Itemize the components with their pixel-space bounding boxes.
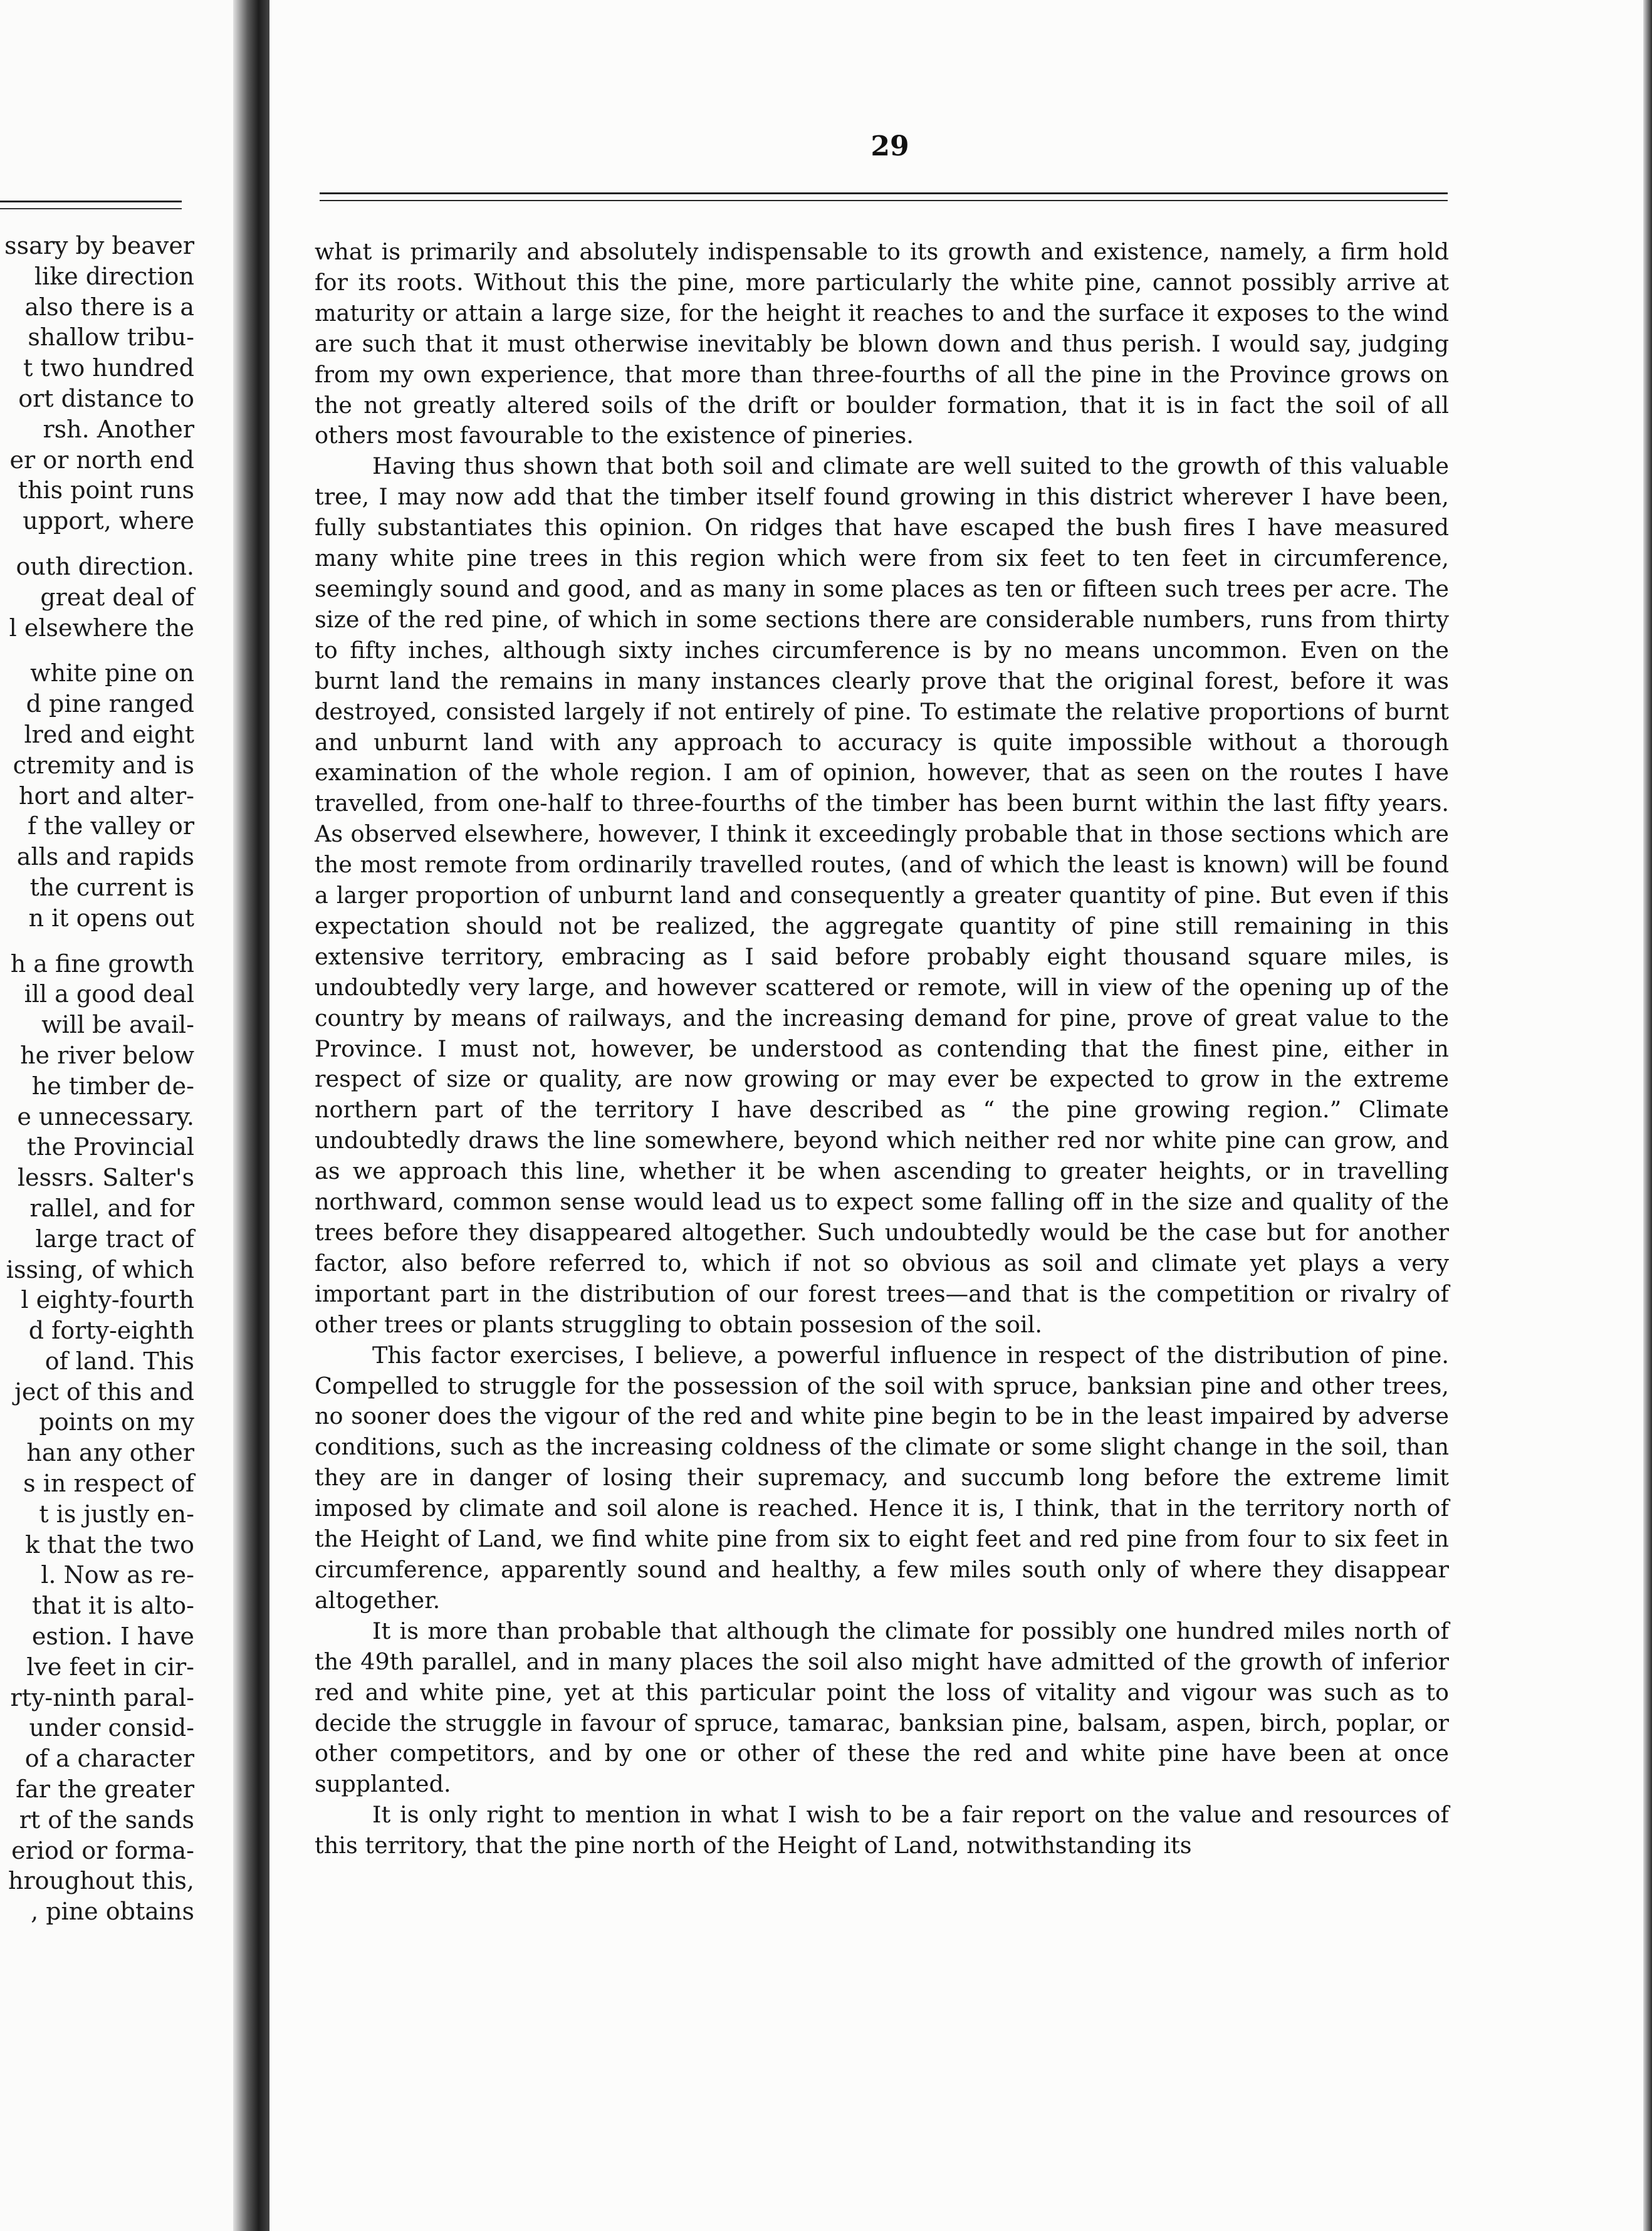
left-page-text-fragments — [0, 231, 194, 1927]
page-number: 29 — [870, 130, 909, 162]
left-fragment-line: hort and alter- — [19, 781, 194, 810]
left-fragment-line: rsh. Another — [43, 415, 194, 443]
left-fragment-line: issing, of which — [6, 1255, 194, 1283]
left-fragment-line: k that the two — [25, 1530, 194, 1559]
left-fragment-line: points on my — [39, 1408, 194, 1436]
left-fragment-line: shallow tribu- — [28, 323, 194, 352]
left-fragment-line: large tract of — [35, 1225, 194, 1253]
book-gutter — [233, 0, 269, 2231]
left-fragment-line: that it is alto- — [32, 1592, 194, 1620]
paragraph: Having thus shown that both soil and climate are well suited to the growth of this valuable tree, I may now add that the timber itself found growing in this district wherever I have been, fully substantiates this opinion. On ridges that have escaped the bush fires I have measured many white pine trees in this region which were from six feet to ten feet in circumference, seemingly sound and good, and as many in some places as ten or fifteen such trees per acre. The size of the red pine, of which in some sections there are considerable numbers, runs from thirty to fifty inches, although sixty inches circumference is by no means uncommon. Even on the burnt land the remains in many instances clearly prove that the original forest, before it was destroyed, consisted largely if not entirely of pine. To estimate the relative proportions of burnt and unburnt land with any approach to accuracy is quite impossible without a thorough examination of the whole region. I am of opinion, however, that as seen on the routes I have travelled, from one-half to three-fourths of the timber has been burnt within the last fifty years. As observed elsewhere, however, I think it exceedingly probable that in those sections which are the most remote from ordinarily travelled routes, (and of which the least is known) will be found a larger proportion of unburnt land and consequently a greater quantity of pine. But even if this expectation should not be realized, the aggregate quantity of pine still remaining in this extensive territory, embracing as I said before probably eight thousand square miles, is undoubtedly very large, and however scattered or remote, will in view of the opening up of the country by means of railways, and the increasing demand for pine, prove of great value to the Province. I must not, however, be understood as contending that the finest pine, either in respect of size or quality, are now growing or may ever be expected to grow in the extreme northern part of the territory I have described as “ the pine growing region.” Climate undoubtedly draws the line somewhere, beyond which neither red nor white pine can grow, and as we approach this line, whether it be when ascending to greater heights, or in travelling northward, common sense would lead us to expect some falling off in the size and quality of the trees before they disappeared altogether. Such undoubtedly would be the case but for another factor, also before referred to, which if not so obvious as soil and climate yet plays a very important part in the distribution of our forest trees—and that is the competition or rivalry of other trees or plants struggling to obtain possesion of the soil. — [315, 452, 1449, 1338]
left-fragment-line: ctremity and is — [13, 751, 194, 779]
left-fragment-line: eriod or forma- — [11, 1836, 194, 1864]
paragraph: It is only right to mention in what I wish to be a fair report on the value and resources of this territory, that the pine north of the Height of Land, notwithstanding its — [315, 1801, 1449, 1859]
left-fragment-line: of a character — [24, 1745, 194, 1773]
left-fragment-line: l elsewhere the — [9, 614, 194, 642]
header-rule-thin — [320, 200, 1448, 201]
left-fragment-line: alls and rapids — [16, 843, 194, 871]
left-fragment-line: the Provincial — [26, 1133, 194, 1161]
left-fragment-line: far the greater — [16, 1775, 194, 1804]
left-fragment-line: rt of the sands — [19, 1805, 194, 1834]
left-fragment-line: will be avail- — [41, 1011, 194, 1039]
left-fragment-line: n it opens out — [28, 904, 194, 932]
left-fragment-line: t two hundred — [23, 354, 194, 382]
left-fragment-line: outh direction. — [16, 552, 194, 580]
left-fragment-line: han any other — [26, 1439, 194, 1467]
left-fragment-line: d pine ranged — [26, 690, 194, 718]
left-fragment-line: e unnecessary. — [17, 1102, 194, 1131]
left-fragment-line: like direction — [34, 262, 194, 290]
left-fragment-line: estion. I have — [31, 1622, 194, 1651]
left-fragment-line: rty-ninth paral- — [10, 1683, 194, 1711]
left-header-rule-thin — [0, 208, 182, 209]
left-fragment-gap — [0, 643, 194, 658]
left-fragment-line: upport, where — [23, 507, 194, 535]
left-fragment-line: great deal of — [40, 583, 194, 611]
left-fragment-line: h a fine growth — [10, 949, 194, 978]
left-fragment-line: s in respect of — [23, 1470, 194, 1498]
left-fragment-line: , pine obtains — [31, 1898, 194, 1926]
left-fragment-line: lessrs. Salter's — [17, 1164, 194, 1192]
left-fragment-line: d forty-eighth — [28, 1317, 194, 1345]
paragraph: It is more than probable that although the climate for possibly one hundred miles north of the 49th parallel, and in many places the soil also might have admitted of the growth of inferior red and white pine, yet at this particular point the loss of vitality and vigour was such as to decide the struggle in favour of spruce, tamarac, banksian pine, balsam, aspen, birch, poplar, or other competitors, and by one or other of these the red and white pine have been at once supplanted. — [315, 1617, 1449, 1798]
left-fragment-line: under consid- — [29, 1714, 194, 1742]
left-fragment-line: l. Now as re- — [41, 1561, 194, 1589]
header-rule — [320, 192, 1448, 194]
left-fragment-line: he river below — [20, 1041, 194, 1069]
left-fragment-line: rallel, and for — [29, 1194, 194, 1222]
left-fragment-line: this point runs — [18, 476, 194, 504]
left-fragment-line: ort distance to — [18, 384, 194, 412]
left-fragment-line: he timber de- — [31, 1072, 194, 1100]
left-fragment-line: f the valley or — [28, 812, 194, 840]
paragraph: This factor exercises, I believe, a powerful influence in respect of the distribution of pine. Compelled to struggle for the possession of the soil with spruce, banksian pine and other trees, no sooner does the vigour of the red and white pine begin to be in the least impaired by adverse conditions, such as the increasing coldness of the climate or some slight change in the soil, than they are in danger of losing their supremacy, and succumb long before the extreme limit imposed by climate and soil alone is reached. Hence it is, I think, that in the territory north of the Height of Land, we find white pine from six to eight feet and red pine from four to six feet in circumference, apparently sound and healthy, a few miles south only of where they disappear altogether. — [315, 1341, 1449, 1614]
paragraph: what is primarily and absolutely indispensable to its growth and existence, namely, a firm hold for its roots. Without this the pine, more particularly the white pine, cannot possibly arrive at maturity or attain a large size, for the height it reaches to and the surface it exposes to the wind are such that it must otherwise inevitably be blown down and thus perish. I would say, judging from my own experience, that more than three-fourths of all the pine in the Province grows on the not greatly altered soils of the drift or boulder formation, that it is in fact the soil of all others most favourable to the existence of pineries. — [315, 238, 1449, 449]
left-fragment-line: ject of this and — [14, 1377, 194, 1406]
left-fragment-line: the current is — [29, 873, 194, 901]
left-fragment-gap — [0, 536, 194, 551]
left-fragment-line: t is justly en- — [39, 1500, 194, 1528]
page-edge-shadow — [1643, 0, 1652, 2231]
left-fragment-line: white pine on — [30, 659, 194, 687]
body-text — [315, 237, 1449, 1861]
left-fragment-line: ssary by beaver — [4, 232, 194, 259]
left-fragment-line: ill a good deal — [24, 980, 194, 1008]
left-fragment-line: lred and eight — [24, 720, 194, 748]
left-fragment-gap — [0, 934, 194, 949]
left-fragment-line: also there is a — [24, 293, 194, 321]
left-fragment-line: hroughout this, — [8, 1867, 194, 1895]
left-header-rule — [0, 201, 182, 202]
left-fragment-line: lve feet in cir- — [26, 1653, 194, 1681]
left-fragment-line: of land. This — [44, 1347, 194, 1375]
left-fragment-line: l eighty-fourth — [21, 1286, 194, 1314]
facing-page-left — [0, 0, 233, 2231]
left-fragment-line: er or north end — [9, 446, 194, 474]
